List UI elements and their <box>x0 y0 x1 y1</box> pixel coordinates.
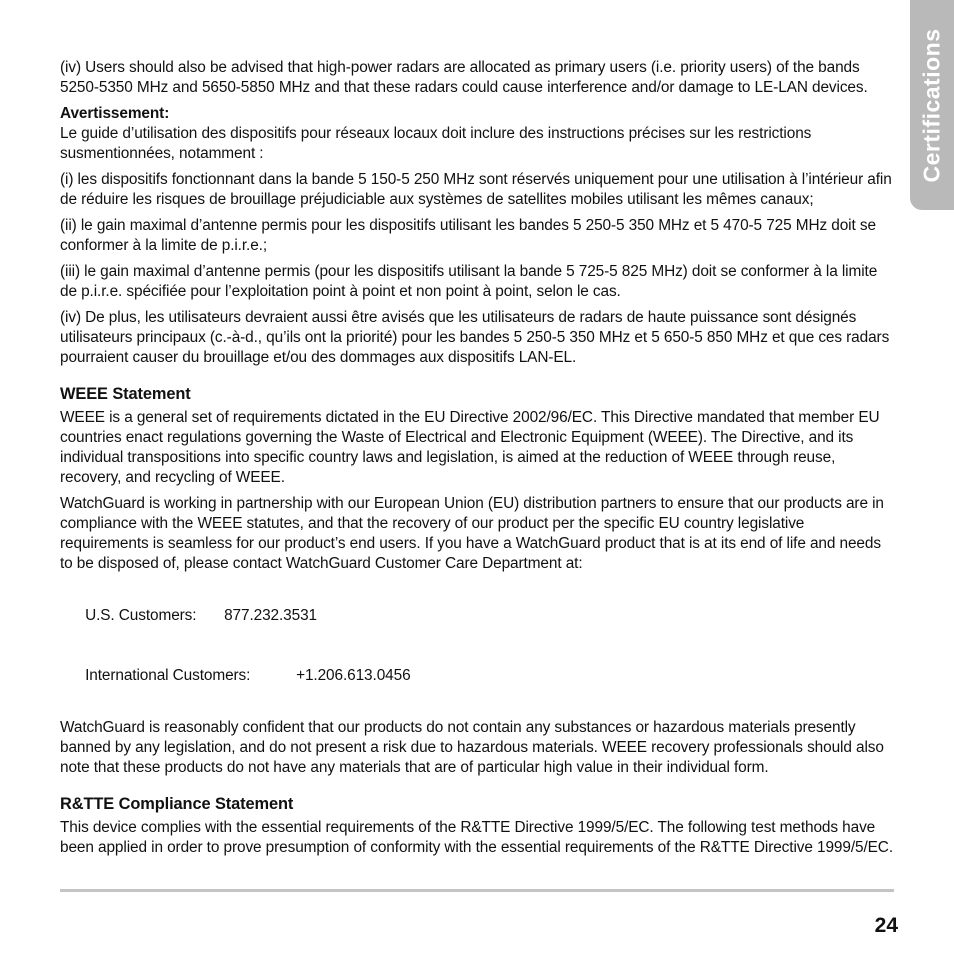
weee-paragraph-3: WatchGuard is reasonably confident that our products do not contain any substances or hazardous materials presently banned by any legislation, and do not present a risk due to hazardous materials. WEEE recovery professionals should also note that these products do not have any materials that are of particular high value in their individual form. <box>60 719 884 776</box>
weee-heading: WEEE Statement <box>60 385 191 403</box>
section-tab-label: Certifications <box>918 28 945 182</box>
avertissement-heading: Avertissement: <box>60 105 170 122</box>
contact-row-international <box>60 646 894 706</box>
contact-label-us: U.S. Customers: <box>85 607 197 624</box>
page-number: 24 <box>874 914 898 937</box>
paragraph-iv-french: (iv) De plus, les utilisateurs devraient aussi être avisés que les utilisateurs de radars de haute puissance sont désignés utilisateurs principaux (c.-à-d., qu’ils ont la priorité) pour les bandes 5 250-5 350 MHz et 5 650-5 850 MHz et que ces radars pourraient causer du brouillage et/ou des dommages aux dispositifs LAN-EL. <box>60 309 890 366</box>
paragraph-iv-english: (iv) Users should also be advised that high-power radars are allocated as primary users (i.e. priority users) of the bands 5250-5350 MHz and 5650-5850 MHz and that these radars could cause interference and/or damage to LE-LAN devices. <box>60 59 868 96</box>
contact-label-international: International Customers: <box>85 667 251 684</box>
contact-phone-international: +1.206.613.0456 <box>296 667 411 684</box>
contact-row-us <box>60 586 894 646</box>
section-tab <box>910 0 954 210</box>
document-body <box>60 58 894 864</box>
contact-phone-us: 877.232.3531 <box>224 607 318 624</box>
footer-divider <box>60 889 894 892</box>
paragraph-i-french: (i) les dispositifs fonctionnant dans la bande 5 150-5 250 MHz sont réservés uniquement pour une utilisation à l’intérieur afin de réduire les risques de brouillage préjudiciable aux systèmes de satellites mobiles utilisant les mêmes canaux; <box>60 171 892 208</box>
weee-paragraph-1: WEEE is a general set of requirements dictated in the EU Directive 2002/96/EC. This Directive mandated that member EU countries enact regulations governing the Waste of Electrical and Electronic Equipment (WEEE). The Directive, and its individual transpositions into specific country laws and legislation, is aimed at the reduction of WEEE through reuse, recovery, and recycling of WEEE. <box>60 409 880 486</box>
paragraph-ii-french: (ii) le gain maximal d’antenne permis pour les dispositifs utilisant les bandes 5 250-5 350 MHz et 5 470-5 725 MHz doit se conformer à la limite de p.i.r.e.; <box>60 217 876 254</box>
avertissement-text: Le guide d’utilisation des dispositifs pour réseaux locaux doit inclure des instructions précises sur les restrictions susmentionnées, notamment : <box>60 125 812 162</box>
paragraph-iii-french: (iii) le gain maximal d’antenne permis (pour les dispositifs utilisant la bande 5 725-5 825 MHz) doit se conformer à la limite de p.i.r.e. spécifiée pour l’exploitation point à point et non point à point, selon le cas. <box>60 263 878 300</box>
rtte-heading: R&TTE Compliance Statement <box>60 795 294 813</box>
rtte-paragraph-1: This device complies with the essential requirements of the R&TTE Directive 1999/5/EC. The following test methods have been applied in order to prove presumption of conformity with the essential requirements of the R&TTE Directive 1999/5/EC. <box>60 819 894 856</box>
contact-list <box>60 586 894 706</box>
weee-paragraph-2: WatchGuard is working in partnership with our European Union (EU) distribution partners to ensure that our products are in compliance with the WEEE statutes, and that the recovery of our product per the specific EU country legislative requirements is seamless for our product’s end users. If you have a WatchGuard product that is at its end of life and needs to be disposed of, please contact WatchGuard Customer Care Department at: <box>60 495 884 572</box>
